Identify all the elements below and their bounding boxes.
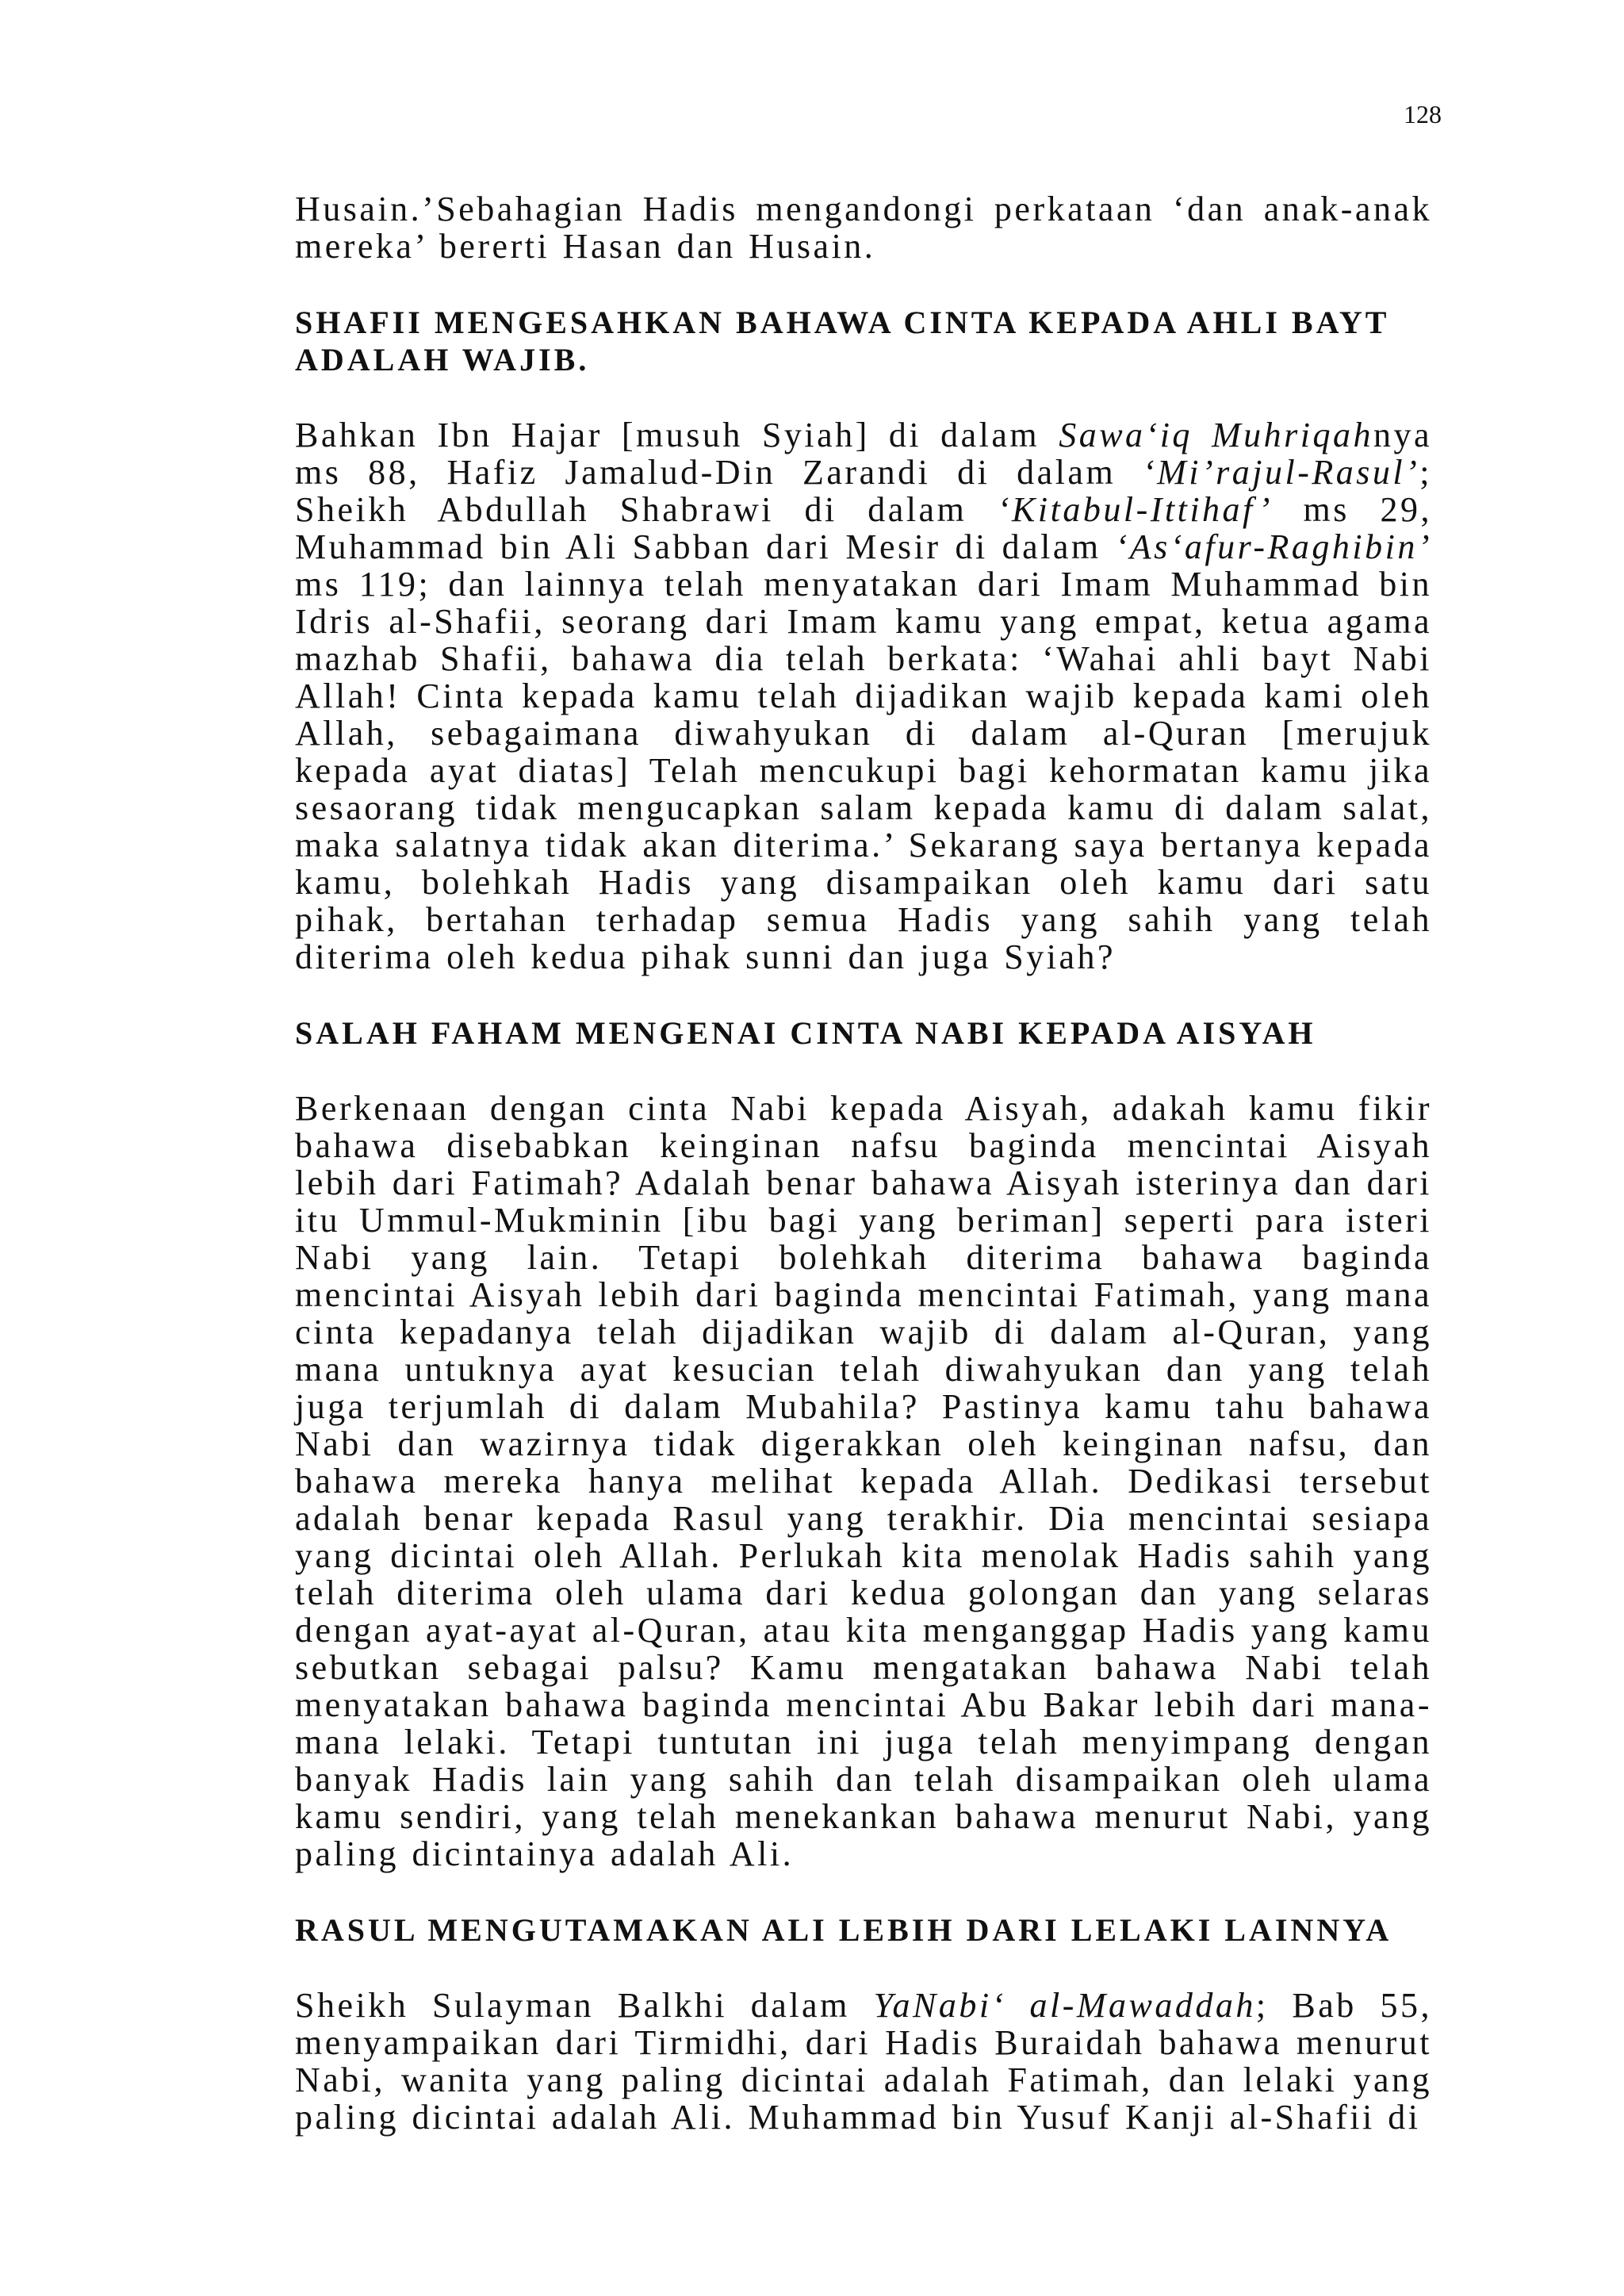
section-heading-ali: RASUL MENGUTAMAKAN ALI LEBIH DARI LELAKI LAINNYA [295,1912,1392,1948]
book-title-asafur: ‘As‘afur-Raghibin’ [1115,527,1432,566]
paragraph-text: ; Bab 55, menyampaikan dari Tirmidhi, dari Hadis Buraidah bahawa menurut Nabi, wanita yang paling dicintai adalah Fatimah, dan lelaki yang paling dicintai adalah Ali. Muhammad bin Yusuf Kanji al-Shafii di [295,1986,1432,2137]
section-heading-shafii: SHAFII MENGESAHKAN BAHAWA CINTA KEPADA AHLI BAYT ADALAH WAJIB. [295,305,1389,378]
page-number: 128 [1404,100,1442,128]
paragraph-shafii [295,416,1432,976]
paragraph-text: Sheikh Sulayman Balkhi dalam [295,1986,874,2025]
book-title-kitabul: ‘Kitabul-Ittihaf’ [997,490,1273,529]
paragraph-text: Bahkan Ibn Hajar [musuh Syiah] di dalam [295,416,1059,454]
paragraph-aisyah: Berkenaan dengan cinta Nabi kepada Aisyah, adakah kamu fikir bahawa disebabkan keinginan nafsu baginda mencintai Aisyah lebih dari Fatimah? Adalah benar bahawa Aisyah isterinya dan dari itu Ummul-Mukminin [ibu bagi yang beriman] seperti para isteri Nabi yang lain. Tetapi bolehkah diterima bahawa baginda mencintai Aisyah lebih dari baginda mencintai Fatimah, yang mana cinta kepadanya telah dijadikan wajib di dalam al-Quran, yang mana untuknya ayat kesucian telah diwahyukan dan yang telah juga terjumlah di dalam Mubahila? Pastinya kamu tahu bahawa Nabi dan wazirnya tidak digerakkan oleh keinginan nafsu, dan bahawa mereka hanya melihat kepada Allah. Dedikasi tersebut adalah benar kepada Rasul yang terakhir. Dia mencintai sesiapa yang dicintai oleh Allah. Perlukah kita menolak Hadis sahih yang telah diterima oleh ulama dari kedua golongan dan yang selaras dengan ayat-ayat al-Quran, atau kita menganggap Hadis yang kamu sebutkan sebagai palsu? Kamu mengatakan bahawa Nabi telah menyatakan bahawa baginda mencintai Abu Bakar lebih dari mana-mana lelaki. Tetapi tuntutan ini juga telah menyimpang dengan banyak Hadis lain yang sahih dan telah disampaikan oleh ulama kamu sendiri, yang telah menekankan bahawa menurut Nabi, yang paling dicintainya adalah Ali. [295,1089,1432,1873]
section-heading-aisyah: SALAH FAHAM MENGENAI CINTA NABI KEPADA AISYAH [295,1015,1316,1051]
paragraph-text: ms 29, Muhammad bin Ali Sabban dari Mesir di dalam [295,490,1432,566]
book-title-yanabi: YaNabi‘ al-Mawaddah [873,1986,1256,2025]
paragraph-text: ms 119; dan lainnya telah menyatakan dari Imam Muhammad bin Idris al-Shafii, seorang dari Imam kamu yang empat, ketua agama mazhab Shafii, bahawa dia telah berkata: ‘Wahai ahli bayt Nabi Allah! Cinta kepada kamu telah dijadikan wajib kepada kami oleh Allah, sebagaimana diwahyukan di dalam al-Quran [merujuk kepada ayat diatas] Telah mencukupi bagi kehormatan kamu jika sesaorang tidak mengucapkan salam kepada kamu di dalam salat, maka salatnya tidak akan diterima.’ Sekarang saya bertanya kepada kamu, bolehkah Hadis yang disampaikan oleh kamu dari satu pihak, bertahan terhadap semua Hadis yang sahih yang telah diterima oleh kedua pihak sunni dan juga Syiah? [295,565,1432,976]
page-body [295,190,1432,2136]
paragraph-text: nya ms 88, Hafiz Jamalud-Din Zarandi di dalam [295,416,1432,492]
paragraph-ali [295,1987,1432,2136]
book-title-sawaiq: Sawa‘iq Muhriqah [1059,416,1373,454]
intro-paragraph: Husain.’Sebahagian Hadis mengandongi perkataan ‘dan anak-anak mereka’ bererti Hasan dan Husain. [295,190,1432,266]
paragraph-text: ; Sheikh Abdullah Shabrawi di dalam [295,453,1432,529]
book-title-mirajul: ‘Mi’rajul-Rasul’ [1142,453,1420,492]
